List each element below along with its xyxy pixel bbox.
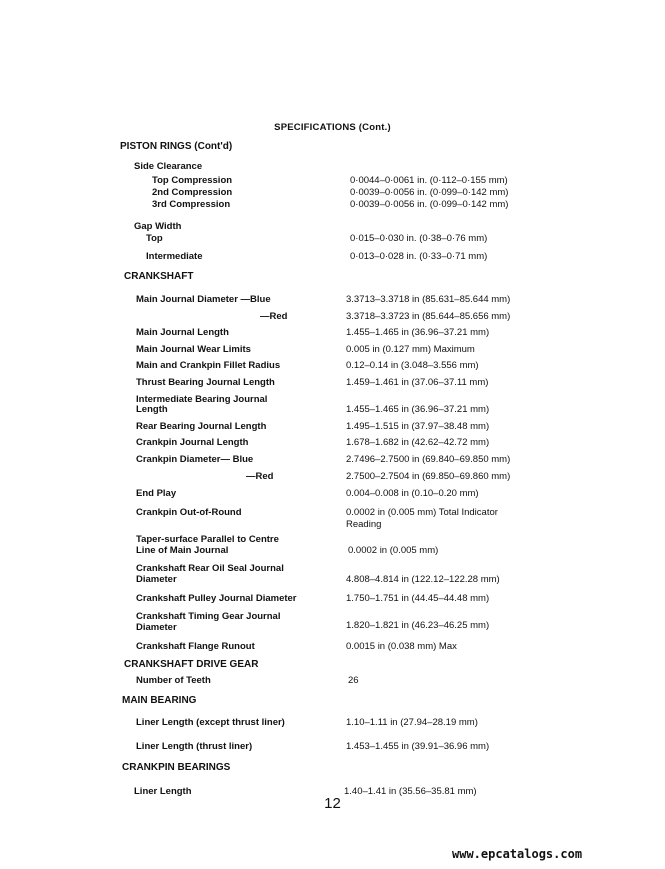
gap-top-label: Top (146, 233, 163, 244)
spec-label: Crankpin Diameter— Blue (136, 454, 254, 465)
spec-row (0, 534, 665, 558)
spec-value: 0.0015 in (0.038 mm) Max (346, 641, 457, 652)
spec-value: 1.820–1.821 in (46.23–46.25 mm) (346, 620, 490, 631)
liner-thrust-value: 1.453–1.455 in (39.91–36.96 mm) (346, 741, 490, 752)
spec-label: Main Journal Wear Limits (136, 344, 251, 355)
spec-row (0, 394, 665, 418)
spec-value: 4.808–4.814 in (122.12–122.28 mm) (346, 574, 500, 585)
crankpin-liner-value: 1.40–1.41 in (35.56–35.81 mm) (344, 786, 477, 797)
crankshaft-heading: CRANKSHAFT (124, 271, 194, 282)
spec-label: Crankpin Out-of-Round (136, 507, 242, 518)
teeth-label: Number of Teeth (136, 675, 211, 686)
page-title: SPECIFICATIONS (Cont.) (274, 122, 391, 133)
spec-label: Main and Crankpin Fillet Radius (136, 360, 281, 371)
spec-label: Crankshaft Timing Gear Journal (136, 611, 281, 622)
gap-top-value: 0·015–0·030 in. (0·38–0·76 mm) (350, 233, 488, 244)
spec-value: 2.7500–2.7504 in (69.850–69.860 mm) (346, 471, 511, 482)
spec-label-cont: Diameter (136, 622, 177, 633)
spec-label: Thrust Bearing Journal Length (136, 377, 275, 388)
top-compression-value: 0·0044–0·0061 in. (0·112–0·155 mm) (350, 175, 508, 186)
spec-label: Crankshaft Pulley Journal Diameter (136, 593, 297, 604)
spec-value: 1.750–1.751 in (44.45–44.48 mm) (346, 593, 490, 604)
third-compression-value: 0·0039–0·0056 in. (0·099–0·142 mm) (350, 199, 509, 210)
spec-label: Crankpin Journal Length (136, 437, 249, 448)
spec-value: 0.0002 in (0.005 mm) (348, 545, 439, 556)
liner-except-label: Liner Length (except thrust liner) (136, 717, 285, 728)
liner-except-value: 1.10–1.11 in (27.94–28.19 mm) (346, 717, 478, 728)
spec-value: 0.005 in (0.127 mm) Maximum (346, 344, 475, 355)
watermark-text: www.epcatalogs.com (452, 847, 583, 861)
spec-value: 0.0002 in (0.005 mm) Total Indicator (346, 507, 498, 518)
spec-row (0, 507, 665, 531)
spec-value: 0.12–0.14 in (3.048–3.556 mm) (346, 360, 479, 371)
spec-row (0, 611, 665, 635)
spec-value: 1.455–1.465 in (36.96–37.21 mm) (346, 327, 490, 338)
spec-label-cont: Line of Main Journal (136, 545, 229, 556)
side-clearance-label: Side Clearance (134, 161, 203, 172)
spec-label: Rear Bearing Journal Length (136, 421, 267, 432)
third-compression-label: 3rd Compression (152, 199, 231, 210)
spec-value: 0.004–0.008 in (0.10–0.20 mm) (346, 488, 479, 499)
spec-value: 1.495–1.515 in (37.97–38.48 mm) (346, 421, 490, 432)
spec-label: —Red (260, 311, 288, 322)
crankpin-bearings-heading: CRANKPIN BEARINGS (122, 762, 231, 773)
teeth-value: 26 (348, 675, 359, 686)
spec-value: 1.455–1.465 in (36.96–37.21 mm) (346, 404, 490, 415)
spec-label: Main Journal Diameter —Blue (136, 294, 271, 305)
spec-label: Crankshaft Flange Runout (136, 641, 255, 652)
spec-label-cont: Length (136, 404, 168, 415)
crankpin-liner-label: Liner Length (134, 786, 192, 797)
gap-width-label: Gap Width (134, 221, 182, 232)
page-number: 12 (324, 795, 341, 812)
spec-value: 1.678–1.682 in (42.62–42.72 mm) (346, 437, 490, 448)
spec-value: 3.3718–3.3723 in (85.644–85.656 mm) (346, 311, 511, 322)
second-compression-label: 2nd Compression (152, 187, 233, 198)
spec-value: 1.459–1.461 in (37.06–37.11 mm) (346, 377, 489, 388)
spec-value-cont: Reading (346, 519, 382, 530)
spec-label: Taper-surface Parallel to Centre (136, 534, 279, 545)
liner-thrust-label: Liner Length (thrust liner) (136, 741, 253, 752)
top-compression-label: Top Compression (152, 175, 233, 186)
drive-gear-heading: CRANKSHAFT DRIVE GEAR (124, 659, 259, 670)
second-compression-value: 0·0039–0·0056 in. (0·099–0·142 mm) (350, 187, 509, 198)
spec-value: 2.7496–2.7500 in (69.840–69.850 mm) (346, 454, 511, 465)
spec-label: —Red (246, 471, 274, 482)
spec-label: End Play (136, 488, 177, 499)
spec-label-cont: Diameter (136, 574, 177, 585)
spec-label: Main Journal Length (136, 327, 229, 338)
spec-value: 3.3713–3.3718 in (85.631–85.644 mm) (346, 294, 511, 305)
spec-label: Crankshaft Rear Oil Seal Journal (136, 563, 284, 574)
gap-intermediate-value: 0·013–0·028 in. (0·33–0·71 mm) (350, 251, 488, 262)
spec-label: Intermediate Bearing Journal (136, 394, 268, 405)
spec-row (0, 563, 665, 587)
gap-intermediate-label: Intermediate (146, 251, 203, 262)
main-bearing-heading: MAIN BEARING (122, 695, 197, 706)
piston-rings-heading: PISTON RINGS (Cont'd) (120, 141, 233, 152)
